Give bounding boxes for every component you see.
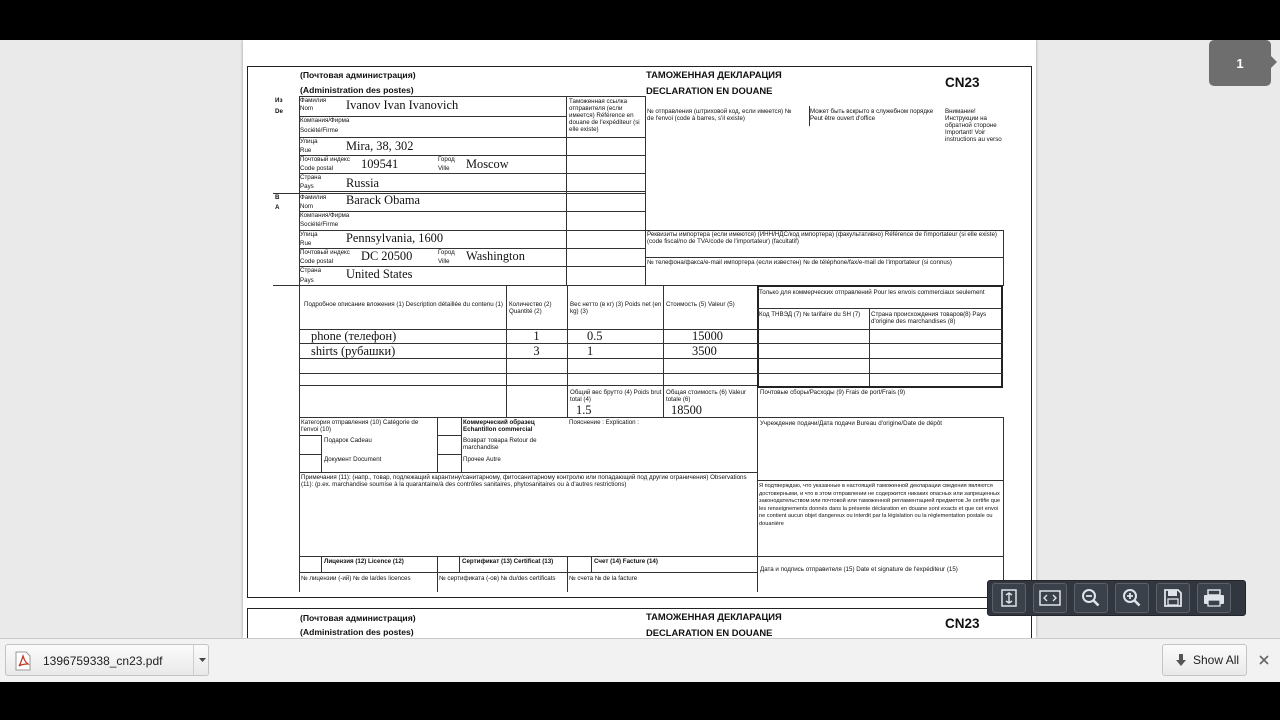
fit-width-icon — [1038, 587, 1062, 609]
recipient-company-label-fr: Société/Firme — [300, 221, 339, 228]
certification-text: Я подтверждаю, что указанные в настоящей таможенной декларации сведения являются достоверными, и что в этом отправлении не содержится никаких опасных или запрещенных законодательством или почтовой или таможенной регламентацией предметов Je certifie que les renseignements donnés dans la présente déclaration en douane sont exacts et que cet envoi ne contient aucun objet dangereux ou interdit par la législation ou la réglementation postale ou douanière — [759, 483, 1001, 527]
items-header-weight: Вес нетто (в кг) (3) Poids net (en kg) (3) — [570, 301, 662, 315]
category-label: Категория отправления (10) Catégorie de l'envoi (10) — [301, 419, 419, 433]
sender-name[interactable]: Ivanov Ivan Ivanovich — [346, 98, 459, 112]
show-all-button[interactable] — [1162, 644, 1247, 676]
item-quantity[interactable]: 1 — [533, 329, 540, 343]
customs-reference: Таможенная ссылка отправителя (если имеется) Référence en douane de l'expéditeur (si elle existe) — [569, 98, 640, 133]
print-icon — [1202, 587, 1226, 609]
total-weight-label: Общий вес брутто (4) Poids brut total (4) — [570, 389, 662, 403]
header-fr: (Administration des postes) — [300, 85, 414, 95]
observations: Примечания (11): (напр., товар, подлежащий карантину/санитарному, фитосанитарному контролю или попадающий под другие ограничения) Observations (11): (p.ex. marchandise soumise à la quarantaine/à des contrôles sanitaires, phytosanitaires ou à d'autres restrictions) — [301, 474, 747, 488]
sender-country-label-fr: Pays — [300, 183, 314, 190]
category-commercial-sample: Коммерческий образец Echantillon commercial — [463, 419, 535, 433]
to-label-fr: A — [275, 204, 280, 211]
pdf-viewer-area[interactable] — [0, 40, 1280, 638]
recipient-country[interactable]: United States — [346, 267, 413, 281]
importer-contact: № телефона/факса/e-mail импортера (если известен) № de téléphone/fax/e-mail de l'importateur (si connus) — [647, 259, 952, 266]
recipient-city-label-fr: Ville — [438, 258, 450, 265]
save-icon — [1162, 587, 1184, 609]
print-button[interactable] — [1197, 583, 1231, 613]
sender-postcode-label-fr: Code postal — [300, 165, 334, 172]
sender-country[interactable]: Russia — [346, 176, 380, 190]
divider — [193, 645, 194, 675]
title-fr: DECLARATION EN DOUANE — [646, 85, 773, 96]
sender-postcode[interactable]: 109541 — [361, 157, 399, 171]
office-of-origin: Учреждение подачи/Дата подачи Bureau d'origine/Date de dépôt — [760, 420, 943, 427]
show-all-label: Show All — [1193, 653, 1240, 667]
zoom-out-icon — [1080, 587, 1102, 609]
item-description[interactable]: shirts (рубашки) — [311, 344, 396, 358]
licence-number: № лицензии (-ий) № de la/des licences — [301, 575, 411, 582]
item-description[interactable]: phone (телефон) — [311, 329, 397, 343]
origin-country-header: Страна происхождения товаров(8) Pays d'origine des marchandises (8) — [871, 311, 987, 325]
zoom-in-icon — [1121, 587, 1143, 609]
from-label-fr: De — [275, 108, 283, 115]
next-header-ru: (Почтовая администрация) — [300, 613, 416, 623]
category-gift: Подарок Cadeau — [324, 437, 372, 444]
item-weight[interactable]: 1 — [587, 344, 594, 358]
importer-reference: Реквизиты импортера (если имеются) (ИНН/НДС/код импортера) (факультативно) Référence de l'importateur (si elle existe) (code fiscal/no de TVA/code de l'importateur) (facultatif) — [647, 231, 997, 245]
certificate-number: № сертификата (-ов) № du/des certificats — [439, 575, 556, 582]
sender-street[interactable]: Mira, 38, 302 — [346, 139, 414, 153]
recipient-name[interactable]: Barack Obama — [346, 193, 420, 207]
page-number-indicator — [1209, 40, 1271, 86]
category-other: Прочее Autre — [463, 456, 501, 463]
recipient-street-label-ru: Улица — [300, 231, 318, 238]
sender-name-label-ru: Фамилия — [300, 97, 327, 104]
items-header-value: Стоимость (5) Valeur (5) — [666, 301, 735, 308]
items-header-description: Подробное описание вложения (1) Description détaillée du contenu (1) — [304, 301, 503, 308]
fit-width-button[interactable] — [1033, 583, 1067, 613]
recipient-city[interactable]: Washington — [466, 249, 525, 263]
next-title-fr: DECLARATION EN DOUANE — [646, 627, 773, 638]
recipient-city-label-ru: Город — [438, 249, 455, 256]
certificate-label: Сертификат (13) Certificat (13) — [462, 558, 554, 565]
recipient-country-label-ru: Страна — [300, 267, 322, 274]
fit-page-button[interactable] — [992, 583, 1026, 613]
pdf-page — [243, 40, 1036, 638]
licence-label: Лицензия (12) Licence (12) — [324, 558, 404, 565]
date-signature: Дата и подпись отправителя (15) Date et signature de l'expéditeur (15) — [760, 566, 958, 573]
recipient-postcode-label-ru: Почтовый индекс — [300, 249, 350, 256]
sender-city-label-ru: Город — [438, 156, 455, 163]
page-number: 1 — [1236, 55, 1244, 71]
may-be-opened: Может быть вскрыто в служебном порядке Peut être ouvert d'office — [810, 108, 934, 122]
zoom-out-button[interactable] — [1074, 583, 1108, 613]
category-document: Документ Document — [324, 456, 382, 463]
item-value[interactable]: 3500 — [692, 344, 717, 358]
recipient-street[interactable]: Pennsylvania, 1600 — [346, 231, 444, 245]
sender-company-label-ru: Компания/Фирма — [300, 117, 350, 124]
title-ru: ТАМОЖЕННАЯ ДЕКЛАРАЦИЯ — [646, 69, 782, 80]
sender-city[interactable]: Moscow — [466, 157, 509, 171]
download-item[interactable] — [5, 644, 209, 676]
explanation-label: Пояснение : Explication : — [569, 419, 640, 426]
total-value-label: Общая стоимость (6) Valeur totale (6) — [666, 389, 746, 403]
close-icon[interactable] — [1259, 655, 1269, 665]
form-code: CN23 — [945, 75, 980, 90]
recipient-name-label-ru: Фамилия — [300, 194, 327, 201]
sender-city-label-fr: Ville — [438, 165, 450, 172]
attention-note: Внимание! Инструкции на обратной стороне Important! Voir instructions au verso — [945, 108, 1002, 143]
download-bar — [0, 638, 1280, 682]
caret-right-icon — [1271, 56, 1277, 68]
next-form-code: CN23 — [945, 616, 980, 631]
header-ru: (Почтовая администрация) — [300, 70, 416, 80]
zoom-in-button[interactable] — [1115, 583, 1149, 613]
recipient-postcode-label-fr: Code postal — [300, 258, 334, 265]
fit-page-icon — [998, 587, 1020, 609]
hs-code-header: Код ТНВЭД (7) № tarifaire du SH (7) — [759, 311, 861, 318]
sender-postcode-label-ru: Почтовый индекс — [300, 156, 350, 163]
sender-name-label-fr: Nom — [300, 105, 314, 112]
invoice-label: Счет (14) Facture (14) — [594, 558, 658, 565]
download-file-name: 1396759338_cn23.pdf — [43, 654, 163, 668]
pdf-file-icon — [14, 651, 32, 671]
from-label-ru: Из — [275, 97, 283, 104]
total-weight[interactable]: 1.5 — [576, 403, 592, 417]
recipient-country-label-fr: Pays — [300, 277, 314, 284]
item-value[interactable]: 15000 — [692, 329, 723, 343]
recipient-street-label-fr: Rue — [300, 240, 312, 247]
commercial-only-note: Только для коммерческих отправлений Pour les envois commerciaux seulement — [759, 289, 985, 296]
invoice-number: № счета № de la facture — [569, 575, 638, 582]
recipient-name-label-fr: Nom — [300, 203, 314, 210]
item-quantity[interactable]: 3 — [533, 344, 540, 358]
total-value[interactable]: 18500 — [671, 403, 702, 417]
category-return: Возврат товара Retour de marchandise — [463, 437, 537, 451]
chevron-down-icon[interactable] — [199, 658, 206, 663]
sender-company-label-fr: Société/Firme — [300, 127, 339, 134]
recipient-postcode[interactable]: DC 20500 — [361, 249, 413, 263]
pdf-zoom-toolbar — [987, 580, 1246, 616]
download-arrow-icon — [1175, 654, 1187, 667]
sender-street-label-fr: Rue — [300, 147, 312, 154]
save-button[interactable] — [1156, 583, 1190, 613]
sender-country-label-ru: Страна — [300, 174, 322, 181]
postal-charges: Почтовые сборы/Расходы (9) Frais de port/Frais (9) — [760, 389, 906, 396]
shipment-number: № отправления (штриховой код, если имеется) № de l'envoi (code à barres, s'il existe) — [647, 108, 792, 122]
sender-street-label-ru: Улица — [300, 138, 318, 145]
next-title-ru: ТАМОЖЕННАЯ ДЕКЛАРАЦИЯ — [646, 611, 782, 622]
recipient-company-label-ru: Компания/Фирма — [300, 212, 350, 219]
item-weight[interactable]: 0.5 — [587, 329, 603, 343]
items-header-quantity: Количество (2) Quantité (2) — [509, 301, 552, 315]
to-label-ru: В — [275, 194, 280, 201]
next-header-fr: (Administration des postes) — [300, 627, 414, 637]
